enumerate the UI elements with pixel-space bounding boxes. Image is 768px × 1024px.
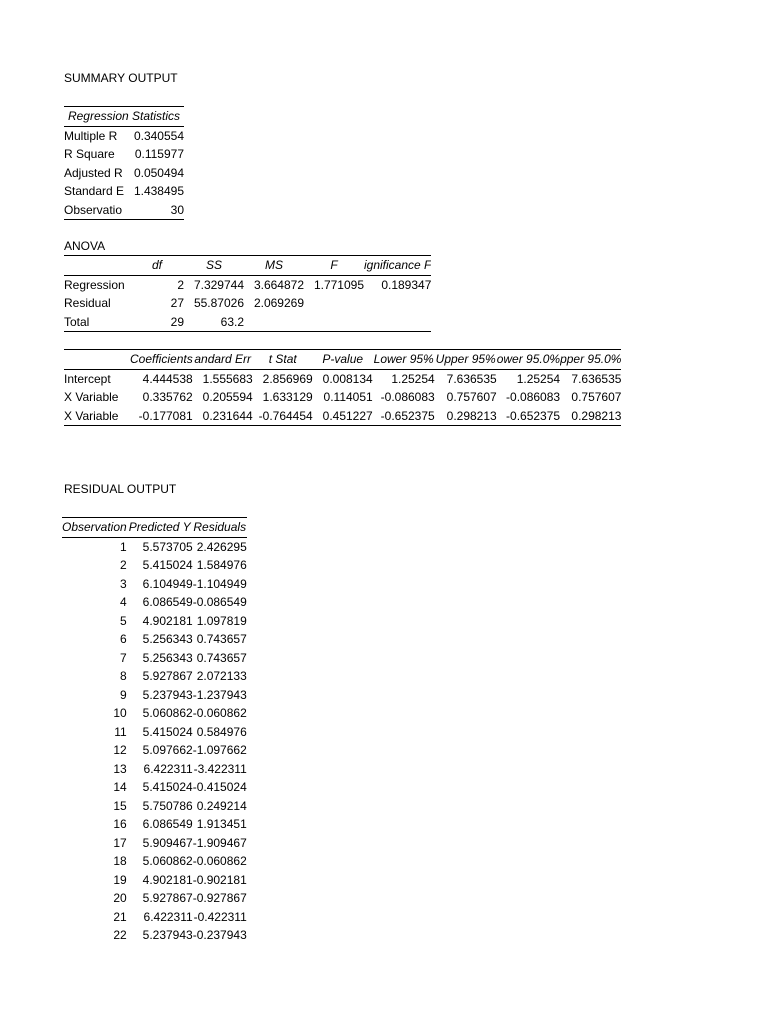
residual-observation: 18 (113, 854, 127, 868)
residual-predicted-y: 5.256343 (142, 650, 193, 665)
coef-cell: -0.086083 (380, 390, 435, 404)
coef-cell: 1.25254 (391, 371, 435, 386)
table-row (62, 593, 247, 612)
residual-predicted-y: 5.750786 (142, 798, 193, 813)
stat-value: 1.438495 (133, 184, 184, 198)
coef-header-upper-95: Upper 95% (435, 352, 496, 366)
coefficients-table (64, 349, 621, 426)
coef-cell: 0.298213 (571, 408, 622, 423)
residual-value: -1.237943 (192, 687, 247, 702)
residual-predicted-y: 4.902181 (142, 613, 193, 628)
coef-cell: 0.335762 (142, 390, 193, 404)
residual-predicted-y: 4.902181 (142, 872, 193, 887)
coef-row-label: Intercept (64, 371, 111, 386)
residual-output-section (62, 517, 247, 945)
residual-predicted-y: 5.927867 (142, 669, 193, 683)
residual-value: -1.909467 (192, 835, 247, 850)
residual-observation: 3 (120, 576, 127, 591)
anova-cell-sig (364, 294, 431, 313)
residual-observation: 20 (113, 891, 127, 905)
residual-value: 2.426295 (196, 539, 247, 554)
residual-predicted-y: 5.237943 (142, 687, 193, 702)
residual-observation: 4 (120, 595, 127, 609)
coef-cell: -0.177081 (138, 408, 193, 423)
coef-header-t-stat: t Stat (268, 352, 297, 366)
residual-predicted-y: 5.415024 (142, 558, 193, 572)
coef-cell: 0.451227 (322, 408, 373, 423)
table-row (62, 649, 247, 668)
coef-cell: 1.25254 (516, 371, 561, 386)
table-row (62, 556, 247, 575)
residual-value: -3.422311 (193, 761, 247, 776)
residual-observation: 22 (113, 928, 127, 942)
residual-output-title: RESIDUAL OUTPUT (64, 482, 177, 496)
coef-cell: 2.856969 (262, 371, 313, 386)
coef-cell: 0.231644 (202, 408, 253, 423)
residual-header-observation: Observation (62, 520, 127, 534)
table-row (64, 182, 184, 201)
residual-predicted-y: 6.086549 (142, 817, 193, 831)
coefficients-section (64, 349, 621, 426)
residual-observation: 13 (113, 761, 127, 776)
table-row (64, 126, 184, 145)
anova-title: ANOVA (64, 239, 106, 253)
table-row (62, 852, 247, 871)
residual-value: -0.060862 (192, 854, 247, 868)
residual-value: -0.927867 (192, 891, 247, 905)
coef-cell: 0.008134 (322, 371, 373, 386)
residual-observation: 10 (113, 706, 127, 720)
coef-cell: 1.633129 (262, 390, 313, 404)
coef-cell: -0.652375 (380, 408, 435, 423)
regression-statistics-section (64, 106, 184, 220)
table-row (64, 407, 621, 426)
table-row (64, 145, 184, 164)
table-row (62, 908, 247, 927)
coef-header-p-value: P-value (322, 352, 364, 366)
anova-cell-df: 29 (170, 314, 184, 329)
anova-row-label: Total (64, 314, 90, 329)
coef-cell: 0.757607 (571, 390, 622, 404)
residual-value: -0.086549 (192, 595, 247, 609)
anova-cell-ss: 55.87026 (193, 296, 244, 310)
coef-header-lower-95-0: ower 95.0% (496, 352, 561, 366)
table-row (62, 889, 247, 908)
anova-cell-f (304, 294, 364, 313)
residual-header-predicted-y: Predicted Y (128, 520, 191, 534)
coef-row-label: X Variable (64, 408, 119, 423)
residual-output-table (62, 517, 247, 945)
residual-value: -0.422311 (193, 909, 247, 924)
regression-statistics-header: Regression Statistics (67, 109, 181, 123)
coef-cell: 1.555683 (202, 371, 253, 386)
residual-predicted-y: 5.060862 (142, 706, 193, 720)
coef-cell: 0.757607 (446, 390, 497, 404)
coef-row-label: X Variable (64, 390, 119, 404)
regression-statistics-table (64, 106, 184, 220)
table-row (64, 313, 431, 332)
residual-observation: 7 (120, 650, 127, 665)
anova-header-f: F (330, 258, 338, 272)
residual-observation: 17 (113, 835, 127, 850)
table-row (62, 741, 247, 760)
table-row (62, 723, 247, 742)
table-row (62, 760, 247, 779)
residual-observation: 9 (120, 687, 127, 702)
stat-value: 0.050494 (133, 165, 184, 180)
anova-cell-f: 1.771095 (313, 277, 364, 292)
coef-cell: 0.205594 (202, 390, 253, 404)
residual-value: 1.097819 (196, 613, 247, 628)
table-row (62, 630, 247, 649)
residual-observation: 8 (120, 669, 127, 683)
residual-value: 0.743657 (196, 650, 247, 665)
residual-observation: 16 (113, 817, 127, 831)
residual-value: 1.913451 (196, 817, 247, 831)
stat-value: 0.115977 (134, 147, 184, 161)
stat-value: 30 (170, 202, 184, 217)
anova-cell-ss: 7.329744 (193, 277, 244, 292)
residual-observation: 14 (113, 780, 127, 794)
residual-predicted-y: 5.927867 (142, 891, 193, 905)
coef-cell: 4.444538 (142, 371, 193, 386)
anova-cell-sig (364, 313, 431, 332)
anova-cell-df: 27 (170, 296, 184, 310)
anova-header-blank (64, 256, 130, 276)
table-row (64, 201, 184, 220)
residual-observation: 6 (120, 632, 127, 646)
stat-label: R Square (64, 147, 115, 161)
residual-value: -0.902181 (192, 872, 247, 887)
anova-cell-ms: 2.069269 (253, 296, 304, 310)
coef-header-lower-95: Lower 95% (373, 352, 434, 366)
stat-value: 0.340554 (133, 128, 184, 143)
coef-cell: -0.764454 (258, 408, 313, 423)
coef-cell: 7.636535 (571, 371, 622, 386)
coef-header-coefficients: Coefficients (130, 352, 193, 366)
table-row (62, 871, 247, 890)
table-row (64, 164, 184, 183)
table-row (62, 704, 247, 723)
residual-observation: 1 (120, 539, 127, 554)
anova-cell-ss: 63.2 (220, 314, 244, 329)
table-row (62, 537, 247, 556)
residual-observation: 5 (120, 613, 127, 628)
residual-observation: 11 (114, 724, 127, 739)
table-row (64, 369, 621, 388)
residual-value: -1.104949 (192, 576, 247, 591)
residual-observation: 19 (113, 872, 127, 887)
residual-predicted-y: 5.256343 (142, 632, 193, 646)
residual-value: 0.743657 (196, 632, 247, 646)
table-row (62, 815, 247, 834)
table-row (62, 612, 247, 631)
residual-predicted-y: 5.415024 (142, 724, 193, 739)
table-row (62, 575, 247, 594)
coef-header-standard-error: andard Err (194, 352, 252, 366)
anova-header-significance-f: ignificance F (364, 258, 432, 272)
anova-header-df: df (151, 258, 162, 272)
anova-row-label: Regression (64, 277, 125, 292)
table-row (62, 667, 247, 686)
coef-header-upper-95-0: pper 95.0% (560, 352, 622, 366)
anova-header-ss: SS (205, 258, 222, 272)
residual-value: -0.415024 (192, 780, 247, 794)
table-row (62, 686, 247, 705)
residual-predicted-y: 6.086549 (142, 595, 193, 609)
summary-title: SUMMARY OUTPUT (64, 71, 178, 85)
residual-value: 1.584976 (196, 558, 247, 572)
anova-row-label: Residual (64, 296, 111, 310)
coef-cell: 7.636535 (446, 371, 497, 386)
residual-predicted-y: 5.415024 (142, 780, 193, 794)
anova-cell-ms (244, 313, 304, 332)
residual-predicted-y: 6.422311 (143, 761, 193, 776)
stat-label: Multiple R (64, 128, 118, 143)
stat-label: Standard E (64, 184, 125, 198)
coef-cell: 0.298213 (446, 408, 497, 423)
residual-value: -1.097662 (192, 743, 247, 757)
residual-observation: 2 (120, 558, 127, 572)
table-row (64, 275, 431, 294)
residual-predicted-y: 5.060862 (142, 854, 193, 868)
residual-observation: 15 (113, 798, 127, 813)
coef-cell: 0.114051 (323, 390, 373, 404)
residual-predicted-y: 6.104949 (142, 576, 193, 591)
residual-predicted-y: 5.237943 (142, 928, 193, 942)
anova-cell-df: 2 (177, 277, 184, 292)
anova-cell-ms: 3.664872 (253, 277, 304, 292)
residual-header-residuals: Residuals (193, 520, 247, 534)
table-row (64, 388, 621, 407)
anova-header-ms: MS (265, 258, 283, 272)
table-row (62, 778, 247, 797)
residual-predicted-y: 6.422311 (143, 909, 193, 924)
stat-label: Adjusted R (64, 165, 123, 180)
table-row (62, 834, 247, 853)
residual-observation: 12 (113, 743, 127, 757)
residual-predicted-y: 5.097662 (142, 743, 193, 757)
residual-predicted-y: 5.573705 (142, 539, 193, 554)
coef-cell: -0.086083 (506, 390, 561, 404)
residual-value: -0.060862 (192, 706, 247, 720)
residual-value: 0.249214 (196, 798, 247, 813)
stat-label: Observatio (64, 202, 123, 217)
table-row (62, 926, 247, 945)
table-row (64, 294, 431, 313)
coef-header-blank (64, 350, 130, 370)
anova-cell-sig: 0.189347 (381, 277, 432, 292)
anova-section (64, 255, 431, 332)
anova-table (64, 255, 431, 332)
residual-value: -0.237943 (192, 928, 247, 942)
residual-value: 2.072133 (196, 669, 247, 683)
table-row (62, 797, 247, 816)
anova-cell-f (304, 313, 364, 332)
coef-cell: -0.652375 (506, 408, 561, 423)
residual-value: 0.584976 (196, 724, 247, 739)
residual-observation: 21 (113, 909, 127, 924)
residual-predicted-y: 5.909467 (142, 835, 193, 850)
